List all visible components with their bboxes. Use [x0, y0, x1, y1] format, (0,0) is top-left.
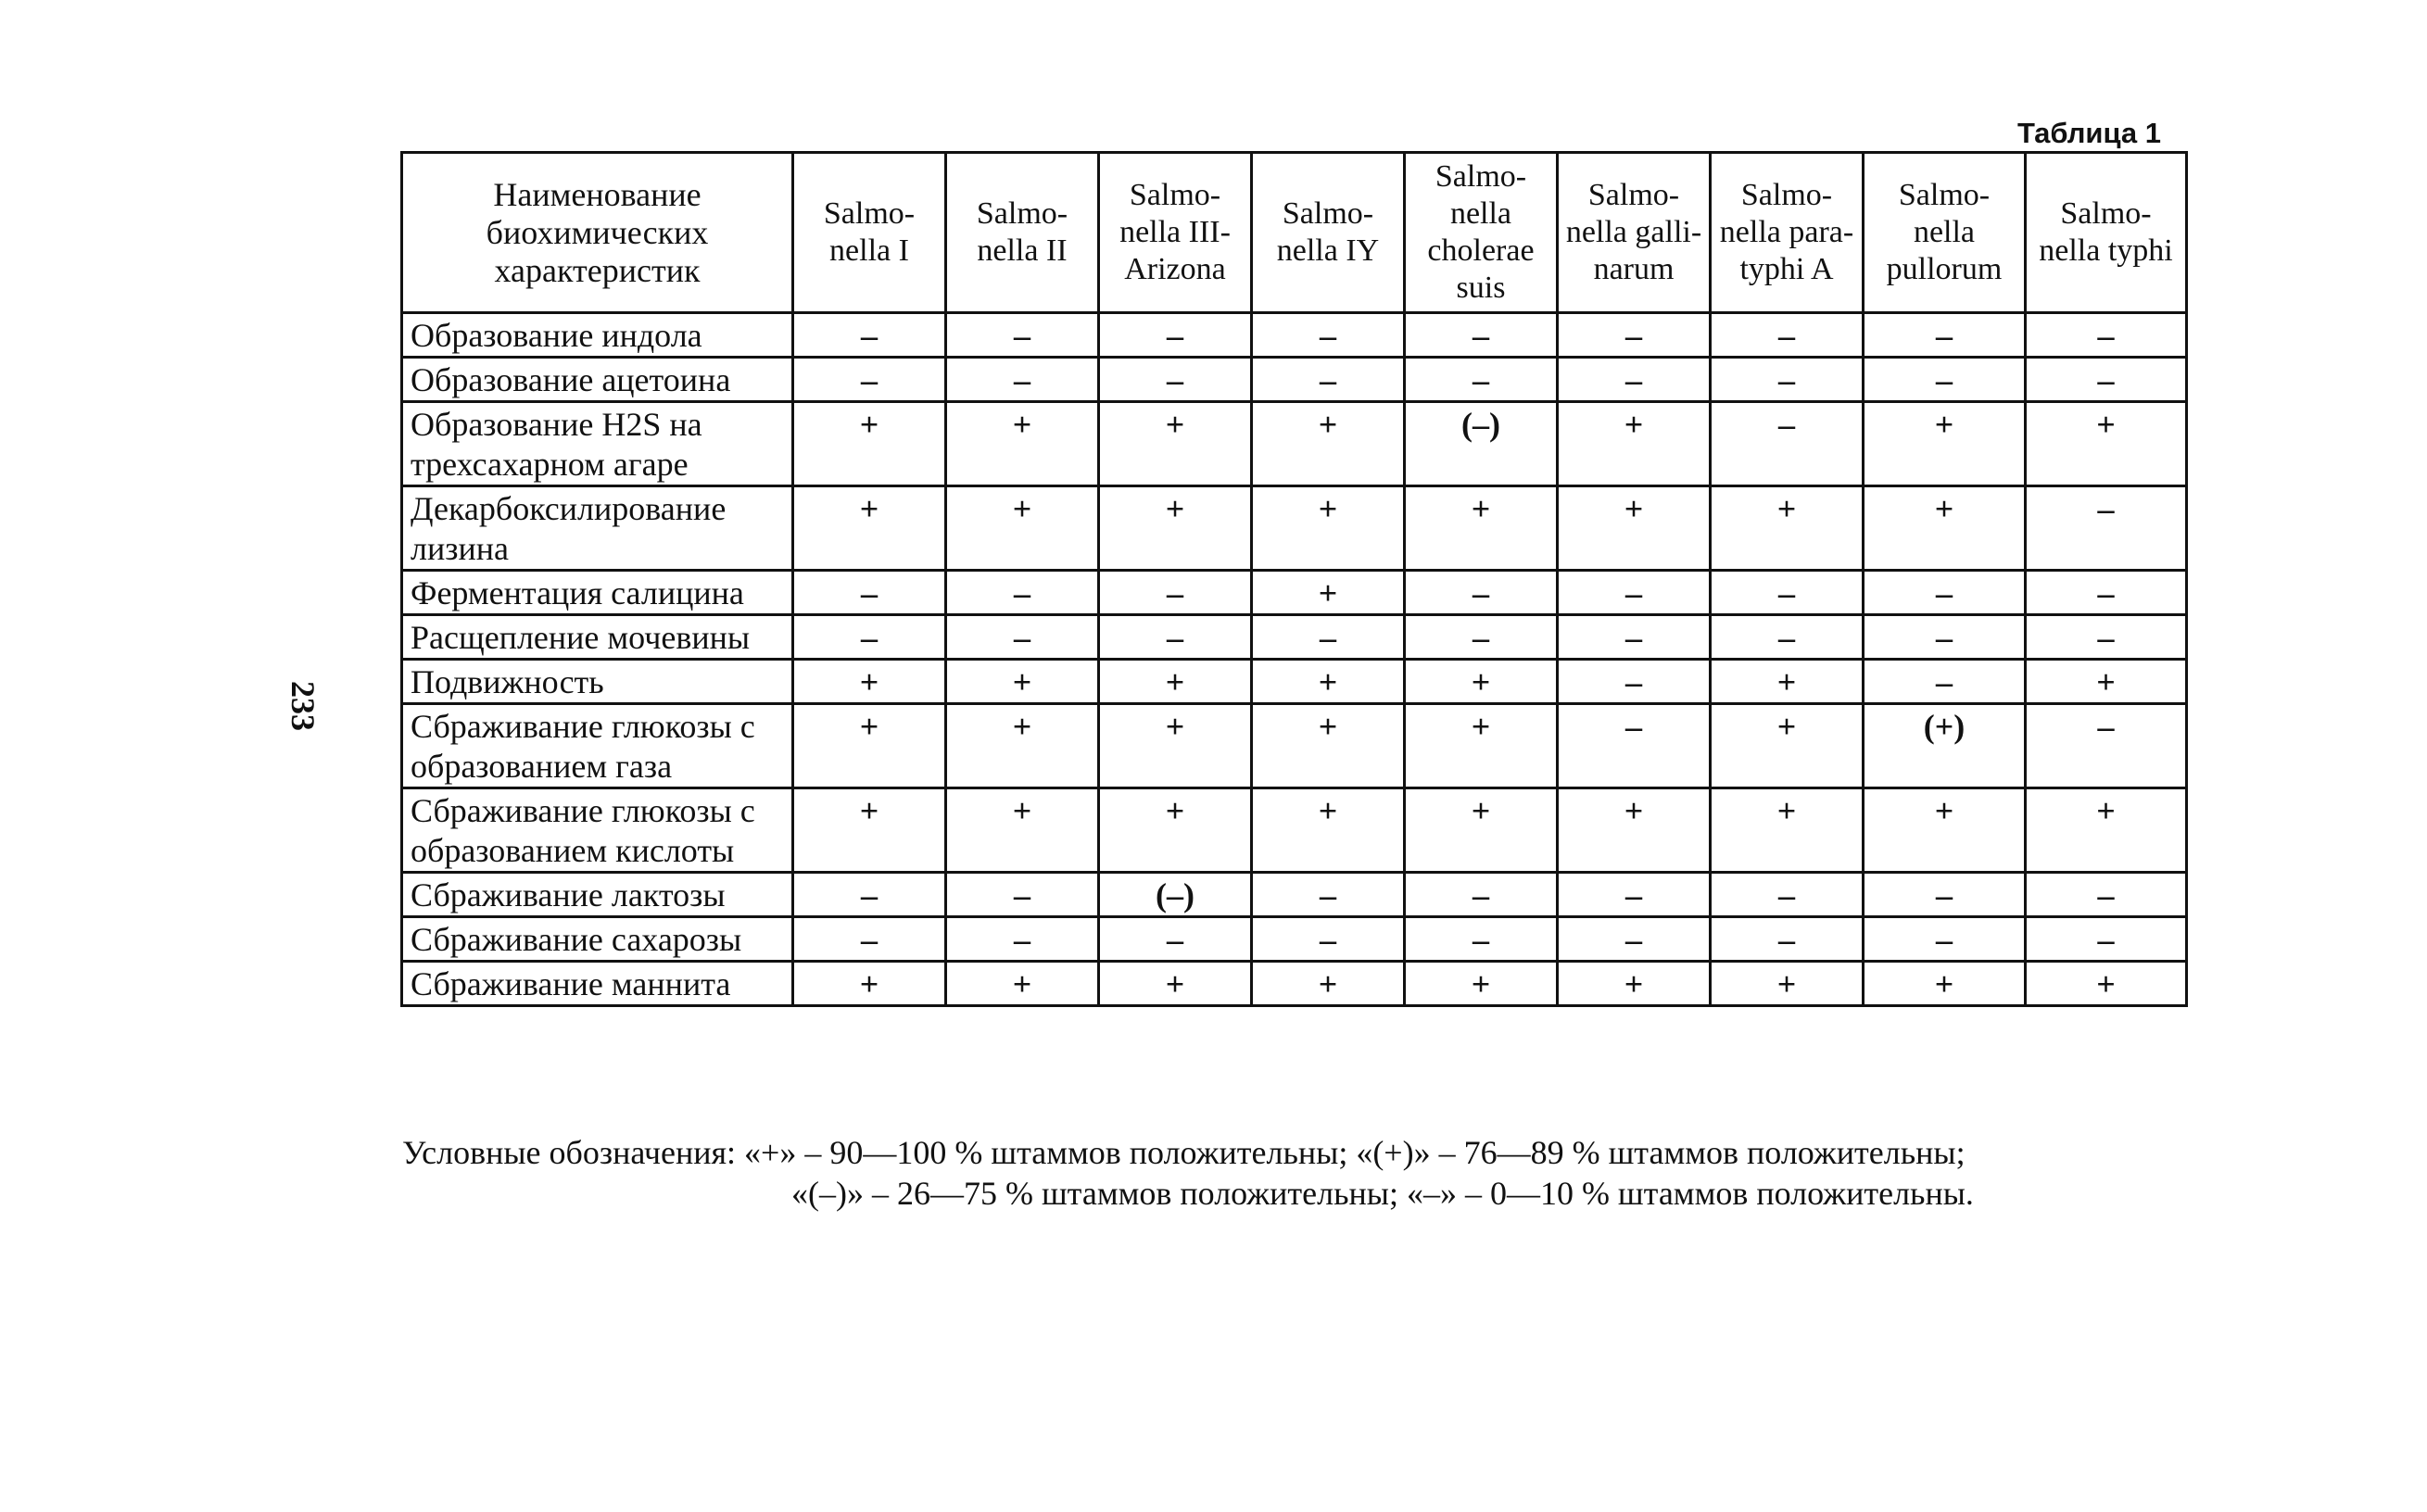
table-cell: –	[2026, 358, 2187, 402]
table-cell: +	[2026, 788, 2187, 873]
table-cell: –	[793, 313, 946, 358]
row-label: Сбраживание лактозы	[402, 873, 793, 917]
table-cell: –	[946, 917, 1099, 962]
table-cell: +	[1864, 486, 2026, 571]
table-cell: +	[2026, 660, 2187, 704]
row-label: Сбраживание глюкозы с образованием кислоты	[402, 788, 793, 873]
table-cell: +	[1558, 486, 1711, 571]
table-row	[402, 571, 2187, 615]
page-number: 233	[284, 681, 322, 731]
table-cell: –	[1864, 873, 2026, 917]
table-cell: –	[793, 358, 946, 402]
table-cell: –	[793, 917, 946, 962]
table-cell: –	[1711, 313, 1864, 358]
legend	[402, 1132, 2256, 1214]
table-cell: –	[1252, 358, 1405, 402]
table-cell: –	[1099, 358, 1252, 402]
table-cell: +	[1099, 402, 1252, 486]
table-cell: –	[1405, 873, 1558, 917]
table-cell: –	[1558, 873, 1711, 917]
table-row	[402, 313, 2187, 358]
table-cell: –	[1558, 313, 1711, 358]
row-label: Образование ацетоина	[402, 358, 793, 402]
table-cell: +	[793, 788, 946, 873]
table-cell: –	[1405, 917, 1558, 962]
table-cell: –	[1405, 313, 1558, 358]
table-cell: +	[793, 486, 946, 571]
column-header: Salmo- nella III- Arizona	[1099, 153, 1252, 313]
table-cell: +	[1405, 962, 1558, 1006]
table-cell: –	[2026, 571, 2187, 615]
table-row	[402, 660, 2187, 704]
table-cell: +	[1711, 788, 1864, 873]
legend-line-1: Условные обозначения: «+» – 90—100 % штаммов положительны; «(+)» – 76—89 % штаммов положительны;	[402, 1134, 1966, 1171]
table-cell: –	[1864, 313, 2026, 358]
param-column-header: Наименование биохимических характеристик	[402, 153, 793, 313]
table-cell: +	[946, 660, 1099, 704]
legend-line-2: «(–)» – 26—75 % штаммов положительны; «–» – 0—10 % штаммов положительны.	[791, 1175, 1974, 1212]
table-cell: –	[2026, 873, 2187, 917]
table-cell: +	[2026, 402, 2187, 486]
table-cell: –	[1711, 917, 1864, 962]
table-cell: (–)	[1405, 402, 1558, 486]
table-cell: +	[1864, 402, 2026, 486]
table-cell: –	[1099, 615, 1252, 660]
table-caption: Таблица 1	[2016, 117, 2161, 149]
row-label: Образование индола	[402, 313, 793, 358]
table-cell: +	[946, 402, 1099, 486]
table-cell: +	[1252, 704, 1405, 788]
table-cell: +	[1405, 704, 1558, 788]
table-cell: –	[2026, 615, 2187, 660]
table-cell: +	[1252, 962, 1405, 1006]
table-cell: –	[1558, 615, 1711, 660]
table-cell: +	[1099, 788, 1252, 873]
table-row	[402, 402, 2187, 486]
table-cell: –	[946, 571, 1099, 615]
table-cell: –	[946, 615, 1099, 660]
row-label: Декарбоксилирование лизина	[402, 486, 793, 571]
row-label: Сбраживание глюкозы с образованием газа	[402, 704, 793, 788]
table-row	[402, 873, 2187, 917]
table-cell: +	[1252, 660, 1405, 704]
table-cell: –	[1711, 402, 1864, 486]
table-cell: –	[1558, 358, 1711, 402]
table-cell: –	[1864, 660, 2026, 704]
table-cell: +	[1252, 788, 1405, 873]
table-cell: +	[1864, 788, 2026, 873]
table-cell: +	[1099, 486, 1252, 571]
table-cell: –	[1099, 313, 1252, 358]
table-row	[402, 962, 2187, 1006]
table-cell: +	[1405, 486, 1558, 571]
table-cell: –	[2026, 917, 2187, 962]
column-header: Salmo- nella I	[793, 153, 946, 313]
table-cell: –	[1711, 873, 1864, 917]
table-cell: –	[793, 615, 946, 660]
table-cell: +	[1405, 788, 1558, 873]
table-cell: –	[1558, 704, 1711, 788]
table-cell: +	[1099, 704, 1252, 788]
table-cell: –	[1405, 571, 1558, 615]
table-cell: +	[793, 402, 946, 486]
table-cell: (+)	[1864, 704, 2026, 788]
table-cell: –	[2026, 313, 2187, 358]
table-cell: –	[1864, 917, 2026, 962]
table-cell: +	[793, 962, 946, 1006]
table-cell: –	[1558, 917, 1711, 962]
column-header: Salmo- nella pullorum	[1864, 153, 2026, 313]
table-cell: +	[946, 788, 1099, 873]
row-label: Подвижность	[402, 660, 793, 704]
table-cell: –	[793, 873, 946, 917]
table-cell: +	[1405, 660, 1558, 704]
table-cell: (–)	[1099, 873, 1252, 917]
table-cell: +	[1252, 486, 1405, 571]
table-cell: +	[1252, 571, 1405, 615]
table-body	[402, 313, 2187, 1006]
table-cell: –	[1711, 358, 1864, 402]
table-cell: +	[946, 704, 1099, 788]
row-label: Сбраживание сахарозы	[402, 917, 793, 962]
table-cell: –	[1864, 615, 2026, 660]
table-cell: +	[1252, 402, 1405, 486]
table-cell: –	[2026, 486, 2187, 571]
column-header: Salmo- nella typhi	[2026, 153, 2187, 313]
column-header: Salmo- nella cholerae suis	[1405, 153, 1558, 313]
column-header: Salmo- nella para- typhi A	[1711, 153, 1864, 313]
column-header: Salmo- nella galli- narum	[1558, 153, 1711, 313]
table-cell: –	[1558, 571, 1711, 615]
table-cell: +	[1864, 962, 2026, 1006]
table-header-row	[402, 153, 2187, 313]
table-cell: –	[1252, 615, 1405, 660]
table-cell: –	[946, 873, 1099, 917]
table-cell: –	[946, 313, 1099, 358]
table-cell: +	[793, 704, 946, 788]
table-cell: +	[946, 962, 1099, 1006]
table-cell: –	[1405, 615, 1558, 660]
row-label: Ферментация салицина	[402, 571, 793, 615]
table-row	[402, 704, 2187, 788]
table-cell: –	[1252, 917, 1405, 962]
table-cell: –	[1864, 571, 2026, 615]
row-label: Образование H2S на трехсахарном агаре	[402, 402, 793, 486]
table-cell: –	[1099, 571, 1252, 615]
table-cell: –	[1711, 571, 1864, 615]
table-row	[402, 615, 2187, 660]
table-cell: +	[1558, 402, 1711, 486]
table-cell: +	[1711, 704, 1864, 788]
table-cell: +	[1558, 962, 1711, 1006]
table-cell: +	[1711, 486, 1864, 571]
table-cell: –	[1864, 358, 2026, 402]
table-cell: –	[1711, 615, 1864, 660]
table-cell: –	[793, 571, 946, 615]
table-cell: –	[1405, 358, 1558, 402]
table-row	[402, 917, 2187, 962]
table-row	[402, 788, 2187, 873]
table-cell: –	[1558, 660, 1711, 704]
table-cell: +	[2026, 962, 2187, 1006]
table-cell: +	[1711, 962, 1864, 1006]
row-label: Сбраживание маннита	[402, 962, 793, 1006]
column-header: Salmo- nella IY	[1252, 153, 1405, 313]
table-cell: +	[1099, 660, 1252, 704]
table-cell: +	[1558, 788, 1711, 873]
table-cell: –	[2026, 704, 2187, 788]
table-cell: +	[793, 660, 946, 704]
table-row	[402, 358, 2187, 402]
table-cell: –	[1099, 917, 1252, 962]
biochemical-table	[400, 151, 2188, 1007]
table-cell: +	[1711, 660, 1864, 704]
table-cell: +	[946, 486, 1099, 571]
table-cell: –	[946, 358, 1099, 402]
row-label: Расщепление мочевины	[402, 615, 793, 660]
column-header: Salmo- nella II	[946, 153, 1099, 313]
table-cell: +	[1099, 962, 1252, 1006]
table-row	[402, 486, 2187, 571]
table-cell: –	[1252, 313, 1405, 358]
table-cell: –	[1252, 873, 1405, 917]
